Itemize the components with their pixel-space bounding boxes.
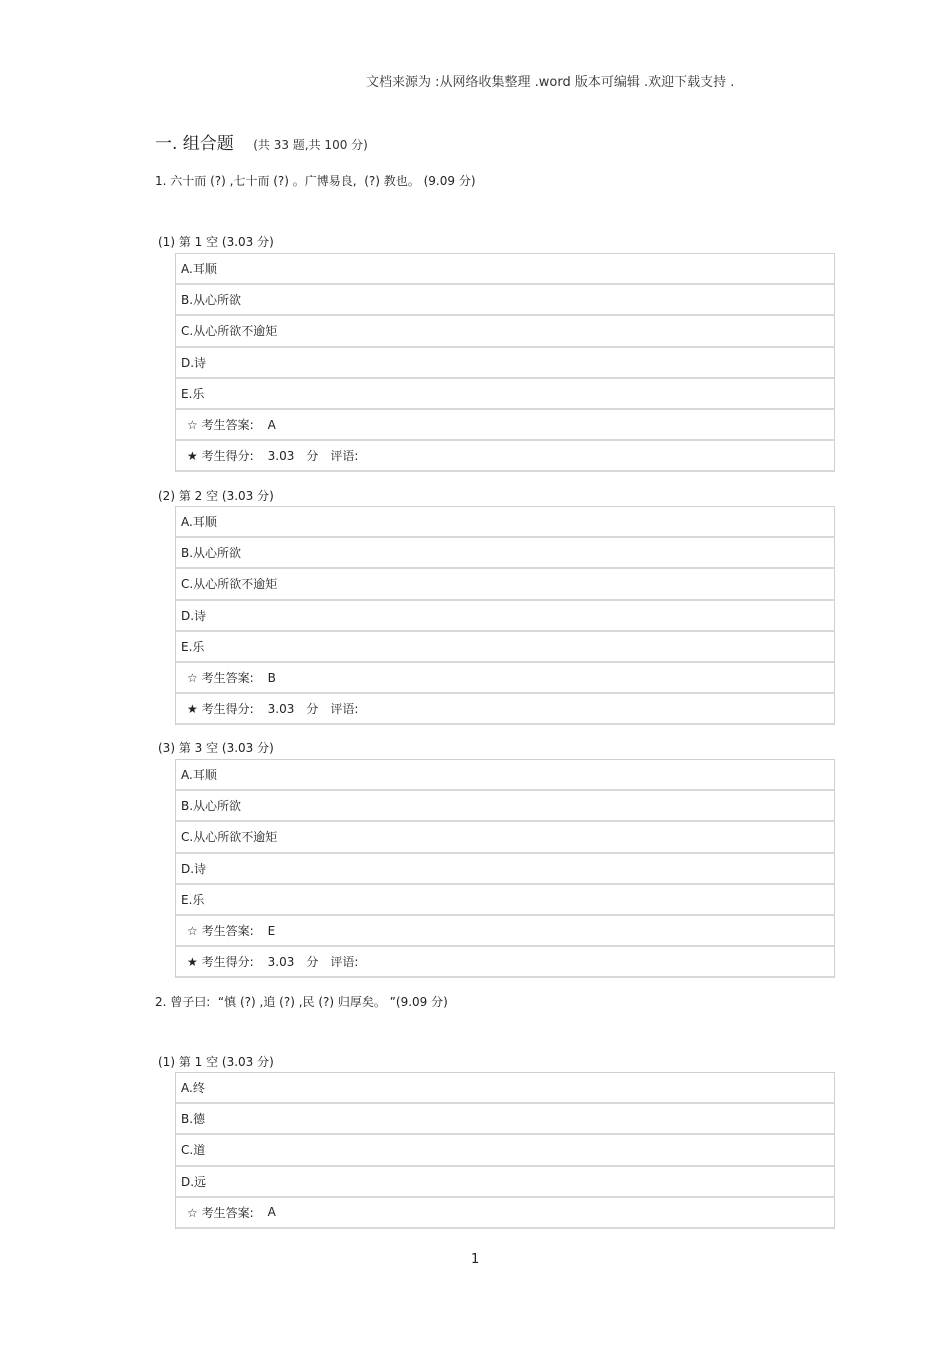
option-c[interactable]: [176, 1135, 834, 1166]
option-label: E.乐: [181, 639, 205, 654]
option-d[interactable]: [176, 854, 834, 885]
option-a[interactable]: [176, 760, 834, 791]
option-a[interactable]: [176, 507, 834, 538]
answer-label: ☆ 考生答案:: [187, 418, 254, 433]
option-label: D.诗: [181, 355, 207, 370]
blank-title: (2) 第 2 空 (3.03 分): [158, 489, 274, 503]
option-label: D.诗: [181, 608, 207, 623]
student-answer-row: [176, 410, 834, 441]
score-value: 3.03: [267, 701, 295, 716]
option-a[interactable]: [176, 254, 834, 285]
option-label: A.耳顺: [181, 515, 217, 530]
option-label: B.从心所欲: [181, 293, 242, 308]
blank-title: (3) 第 3 空 (3.03 分): [158, 741, 274, 755]
option-label: D.诗: [181, 861, 207, 876]
options-table: [175, 506, 835, 725]
option-b[interactable]: [176, 1104, 834, 1135]
option-b[interactable]: [176, 285, 834, 316]
option-label: E.乐: [181, 892, 205, 907]
option-label: A.耳顺: [181, 262, 217, 277]
option-label: A.耳顺: [181, 768, 217, 783]
option-label: E.乐: [181, 386, 205, 401]
option-label: C.从心所欲不逾矩: [181, 830, 278, 845]
score-unit: 分: [306, 702, 319, 717]
option-e[interactable]: [176, 632, 834, 663]
score-label: ★ 考生得分:: [187, 955, 254, 970]
question-1-text: 1. 六十而 (?) ,七十而 (?) 。广博易良, (?) 教也。 (9.09 分): [155, 174, 476, 188]
score-label: ★ 考生得分:: [187, 702, 254, 717]
comment-label: 评语:: [330, 702, 359, 717]
student-score-row: [176, 947, 834, 978]
student-answer-row: [176, 663, 834, 694]
option-e[interactable]: [176, 885, 834, 916]
score-unit: 分: [306, 449, 319, 464]
options-table: [175, 759, 835, 978]
answer-value: A: [267, 417, 276, 432]
blank-title: (1) 第 1 空 (3.03 分): [158, 1055, 274, 1069]
option-c[interactable]: [176, 822, 834, 853]
option-e[interactable]: [176, 379, 834, 410]
option-d[interactable]: [176, 348, 834, 379]
blank-title: (1) 第 1 空 (3.03 分): [158, 235, 274, 249]
answer-label: ☆ 考生答案:: [187, 671, 254, 686]
question-2-text: 2. 曾子曰: “慎 (?) ,追 (?) ,民 (?) 归厚矣。 ”(9.09 分): [155, 995, 448, 1009]
section-title-text: 一. 组合题: [155, 134, 234, 154]
section-title: [155, 129, 368, 154]
student-score-row: [176, 441, 834, 472]
page-number: 1: [471, 1252, 480, 1267]
answer-value: B: [267, 670, 276, 685]
option-label: B.从心所欲: [181, 546, 242, 561]
option-label: B.从心所欲: [181, 799, 242, 814]
options-table: [175, 1072, 835, 1229]
score-value: 3.03: [267, 448, 295, 463]
option-label: B.德: [181, 1112, 206, 1127]
option-label: C.从心所欲不逾矩: [181, 577, 278, 592]
option-c[interactable]: [176, 316, 834, 347]
student-answer-row: [176, 1198, 834, 1229]
answer-label: ☆ 考生答案:: [187, 924, 254, 939]
comment-label: 评语:: [330, 955, 359, 970]
option-d[interactable]: [176, 601, 834, 632]
option-b[interactable]: [176, 791, 834, 822]
option-label: C.道: [181, 1143, 206, 1158]
option-d[interactable]: [176, 1167, 834, 1198]
option-label: C.从心所欲不逾矩: [181, 324, 278, 339]
comment-label: 评语:: [330, 449, 359, 464]
section-subtitle: (共 33 题,共 100 分): [253, 138, 368, 152]
option-b[interactable]: [176, 538, 834, 569]
document-header: 文档来源为 :从网络收集整理 .word 版本可编辑 .欢迎下载支持 .: [366, 75, 735, 90]
answer-value: E: [267, 923, 276, 938]
answer-label: ☆ 考生答案:: [187, 1205, 254, 1220]
options-table: [175, 253, 835, 472]
student-score-row: [176, 694, 834, 725]
option-c[interactable]: [176, 569, 834, 600]
option-label: A.终: [181, 1081, 205, 1096]
student-answer-row: [176, 916, 834, 947]
score-unit: 分: [306, 955, 319, 970]
option-label: D.远: [181, 1174, 207, 1189]
answer-value: A: [267, 1205, 276, 1220]
score-value: 3.03: [267, 954, 295, 969]
score-label: ★ 考生得分:: [187, 449, 254, 464]
option-a[interactable]: [176, 1073, 834, 1104]
